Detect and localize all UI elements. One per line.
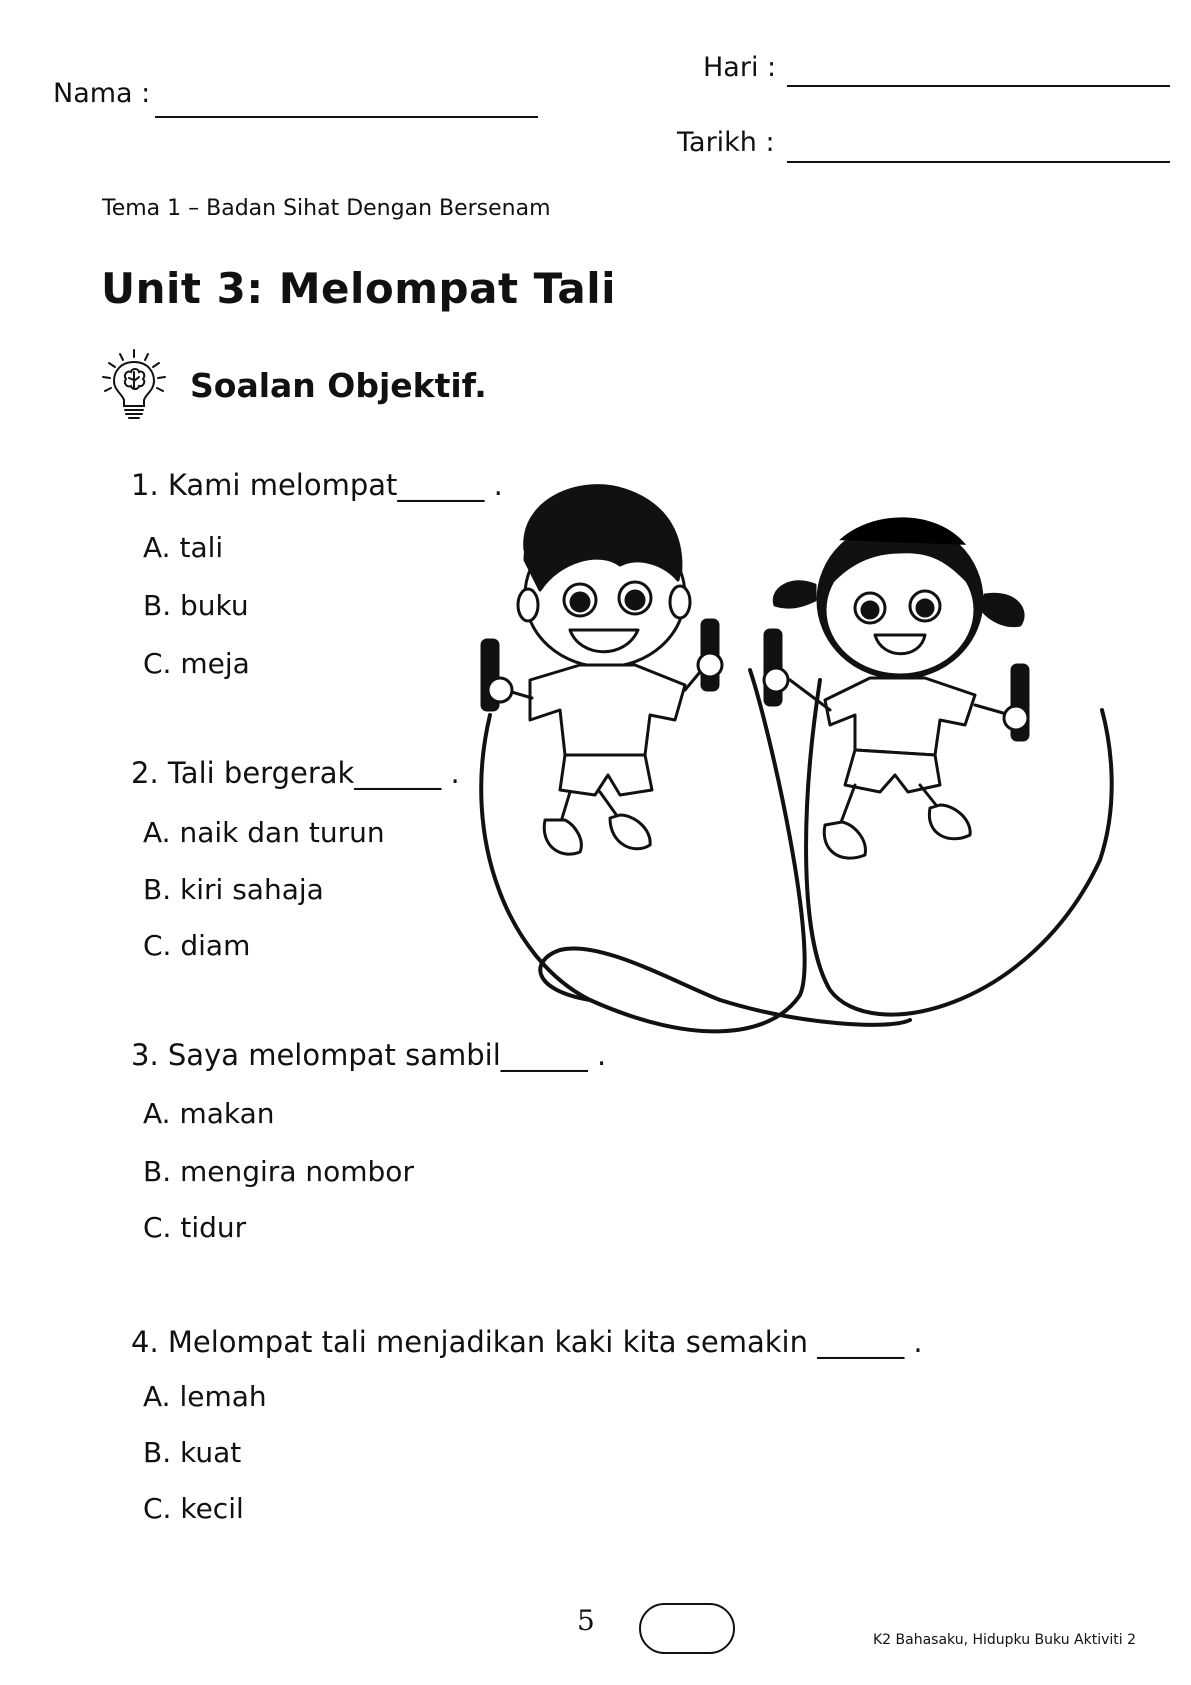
question-4-option-a[interactable]: A. lemah [143,1380,267,1413]
name-line[interactable] [155,116,538,118]
date-label: Tarikh : [677,127,775,158]
question-2: 2. Tali bergerak______ . [131,756,460,790]
question-2-option-c[interactable]: C. diam [143,929,251,962]
unit-title: Unit 3: Melompat Tali [101,264,617,313]
question-1-option-c[interactable]: C. meja [143,647,250,680]
question-3-option-a[interactable]: A. makan [143,1097,275,1130]
score-oval[interactable] [639,1603,735,1654]
footer-book-title: K2 Bahasaku, Hidupku Buku Aktiviti 2 [873,1632,1137,1648]
section-title: Soalan Objektif. [190,366,487,405]
question-2-option-a[interactable]: A. naik dan turun [143,816,385,849]
question-4-option-c[interactable]: C. kecil [143,1492,244,1525]
question-3: 3. Saya melompat sambil______ . [131,1038,607,1072]
page-number: 5 [577,1604,595,1637]
question-3-option-c[interactable]: C. tidur [143,1211,247,1244]
question-1-option-a[interactable]: A. tali [143,531,224,564]
question-1-option-b[interactable]: B. buku [143,589,249,622]
lightbulb-brain-icon [96,348,172,422]
question-4: 4. Melompat tali menjadikan kaki kita semakin ______ . [131,1325,923,1359]
date-line[interactable] [787,161,1170,163]
day-label: Hari : [703,52,777,83]
theme-text: Tema 1 – Badan Sihat Dengan Bersenam [102,196,551,221]
question-3-option-b[interactable]: B. mengira nombor [143,1155,414,1188]
question-2-option-b[interactable]: B. kiri sahaja [143,873,324,906]
name-label: Nama : [53,78,151,109]
day-line[interactable] [787,85,1170,87]
question-4-option-b[interactable]: B. kuat [143,1436,242,1469]
children-skipping-rope-illustration [470,480,1150,1060]
question-1: 1. Kami melompat______ . [131,468,503,502]
